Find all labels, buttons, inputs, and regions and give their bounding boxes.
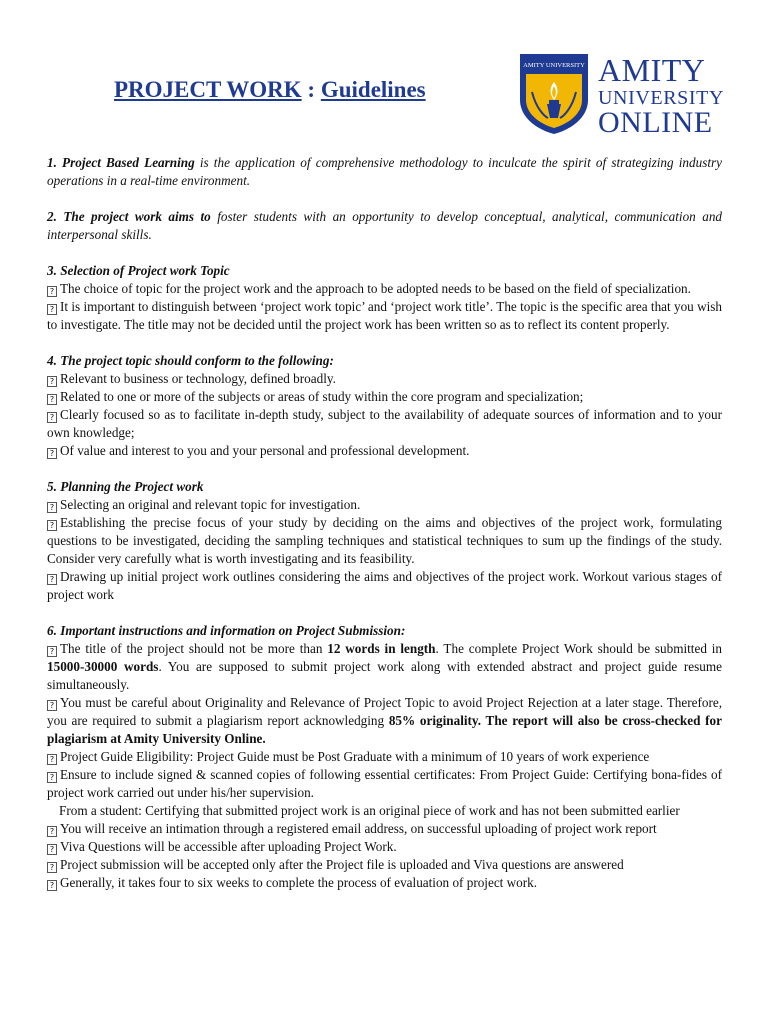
list-item (47, 514, 722, 568)
list-item (47, 820, 722, 838)
bullet-icon: ? (47, 502, 57, 513)
list-item-text: Related to one or more of the subjects or areas of study within the core program and specialization; (60, 389, 584, 404)
list-item-text: You will receive an intimation through a registered email address, on successful uploading of project work report (60, 821, 657, 836)
list-item (47, 280, 722, 298)
list-item (47, 568, 722, 604)
page-title (114, 77, 426, 103)
bullet-icon: ? (47, 646, 57, 657)
bullet-icon: ? (47, 520, 57, 531)
section-2-lead: 2. The project work aims to (47, 209, 211, 224)
title-guidelines: Guidelines (320, 77, 426, 102)
word-count-emphasis: 15000-30000 words (47, 659, 159, 674)
list-item-text: Project Guide Eligibility: Project Guide must be Post Graduate with a minimum of 10 years of work experience (60, 749, 650, 764)
list-item (47, 388, 722, 406)
bullet-icon: ? (47, 862, 57, 873)
section-2-text: foster students with an opportunity to develop conceptual, analytical, communication and interpersonal skills. (47, 209, 723, 242)
list-item-text: . You are supposed to submit project work along with extended abstract and project guide resume simultaneously. (47, 659, 722, 692)
list-item (47, 298, 722, 334)
bullet-icon: ? (47, 826, 57, 837)
section-4 (47, 352, 722, 460)
list-item-text: The choice of topic for the project work and the approach to be adopted needs to be based on the field of specialization. (60, 281, 691, 296)
section-6-heading: 6. Important instructions and information on Project Submission: (47, 623, 406, 638)
list-item (47, 406, 722, 442)
list-item-text: Clearly focused so as to facilitate in-depth study, subject to the availability of adequate sources of information and to your own knowledge; (47, 407, 722, 440)
bullet-icon: ? (47, 754, 57, 765)
list-item-text: You must be careful about Originality and Relevance of Project Topic to avoid Project Rejection at a later stage. Therefore, you are required to submit a plagiarism report acknowledging (47, 695, 722, 728)
list-item (47, 766, 722, 802)
list-item (47, 442, 722, 460)
section-1-lead: 1. Project Based Learning (47, 155, 195, 170)
list-item-text: . The complete Project Work should be submitted in (435, 641, 723, 656)
section-3-heading: 3. Selection of Project work Topic (47, 263, 230, 278)
word-limit-emphasis: 12 words in length (327, 641, 436, 656)
bullet-icon: ? (47, 286, 57, 297)
bullet-icon: ? (47, 574, 57, 585)
list-item (47, 370, 722, 388)
section-1 (47, 154, 722, 190)
list-item-text: The title of the project should not be more than (60, 641, 328, 656)
list-item-text: Selecting an original and relevant topic for investigation. (60, 497, 361, 512)
shield-text: AMITY UNIVERSITY (523, 62, 585, 69)
section-5-heading: 5. Planning the Project work (47, 479, 204, 494)
bullet-icon: ? (47, 700, 57, 711)
bullet-icon: ? (47, 412, 57, 423)
bullet-icon: ? (47, 772, 57, 783)
section-1-text: is the application of comprehensive methodology to inculcate the spirit of strategizing industry operations in a real-time environment. (47, 155, 722, 188)
list-item-text: Generally, it takes four to six weeks to complete the process of evaluation of project work. (60, 875, 538, 890)
list-item-text: Relevant to business or technology, defined broadly. (60, 371, 336, 386)
section-5 (47, 478, 722, 604)
originality-emphasis: 85% originality. The report will also be cross-checked for plagiarism at Amity University Online. (47, 713, 722, 746)
section-2 (47, 208, 722, 244)
list-item-text: Ensure to include signed & scanned copies of following essential certificates: From Project Guide: Certifying bona-fides of project work carried out under his/her supervision. (47, 767, 722, 800)
list-item-text: It is important to distinguish between ‘project work topic’ and ‘project work title’. The topic is the specific area that you wish to investigate. The title may not be decided until the project work has been written so as to reflect its content properly. (47, 299, 722, 332)
bullet-icon: ? (47, 376, 57, 387)
bullet-icon: ? (47, 304, 57, 315)
section-6 (47, 622, 722, 892)
list-item-text: Project submission will be accepted only after the Project file is uploaded and Viva questions are answered (60, 857, 624, 872)
amity-wordmark (598, 52, 724, 138)
bullet-icon: ? (47, 394, 57, 405)
logo-line-online: ONLINE (598, 106, 713, 139)
section-3 (47, 262, 722, 334)
amity-online-logo (518, 52, 724, 138)
list-item (47, 856, 722, 874)
section-4-heading: 4. The project topic should conform to the following: (47, 353, 334, 368)
list-item-text: Establishing the precise focus of your study by deciding on the aims and objectives of the project work, formulating questions to be investigated, deciding the sampling techniques and statistical techniques to sum up the findings of the study. Consider very carefully what is worth investigating and its feasibility. (47, 515, 722, 566)
list-item-text: Drawing up initial project work outlines considering the aims and objectives of the project work. Workout various stages of project work (47, 569, 722, 602)
list-item (47, 748, 722, 766)
list-item-text: Viva Questions will be accessible after uploading Project Work. (60, 839, 397, 854)
list-item-continuation: From a student: Certifying that submitted project work is an original piece of work and has not been submitted earlier (59, 803, 680, 818)
bullet-icon: ? (47, 448, 57, 459)
logo-line-amity: AMITY (598, 52, 706, 88)
title-separator: : (301, 77, 321, 102)
list-item (47, 838, 722, 856)
bullet-icon: ? (47, 880, 57, 891)
list-item-text: Of value and interest to you and your personal and professional development. (60, 443, 470, 458)
title-project-work: PROJECT WORK (114, 77, 302, 102)
list-item (47, 640, 722, 694)
bullet-icon: ? (47, 844, 57, 855)
list-item (47, 694, 722, 748)
guidelines-body (47, 154, 722, 892)
list-item (47, 496, 722, 514)
amity-shield-icon (518, 52, 590, 136)
list-item (47, 874, 722, 892)
logo-line-university: UNIVERSITY (598, 87, 724, 109)
